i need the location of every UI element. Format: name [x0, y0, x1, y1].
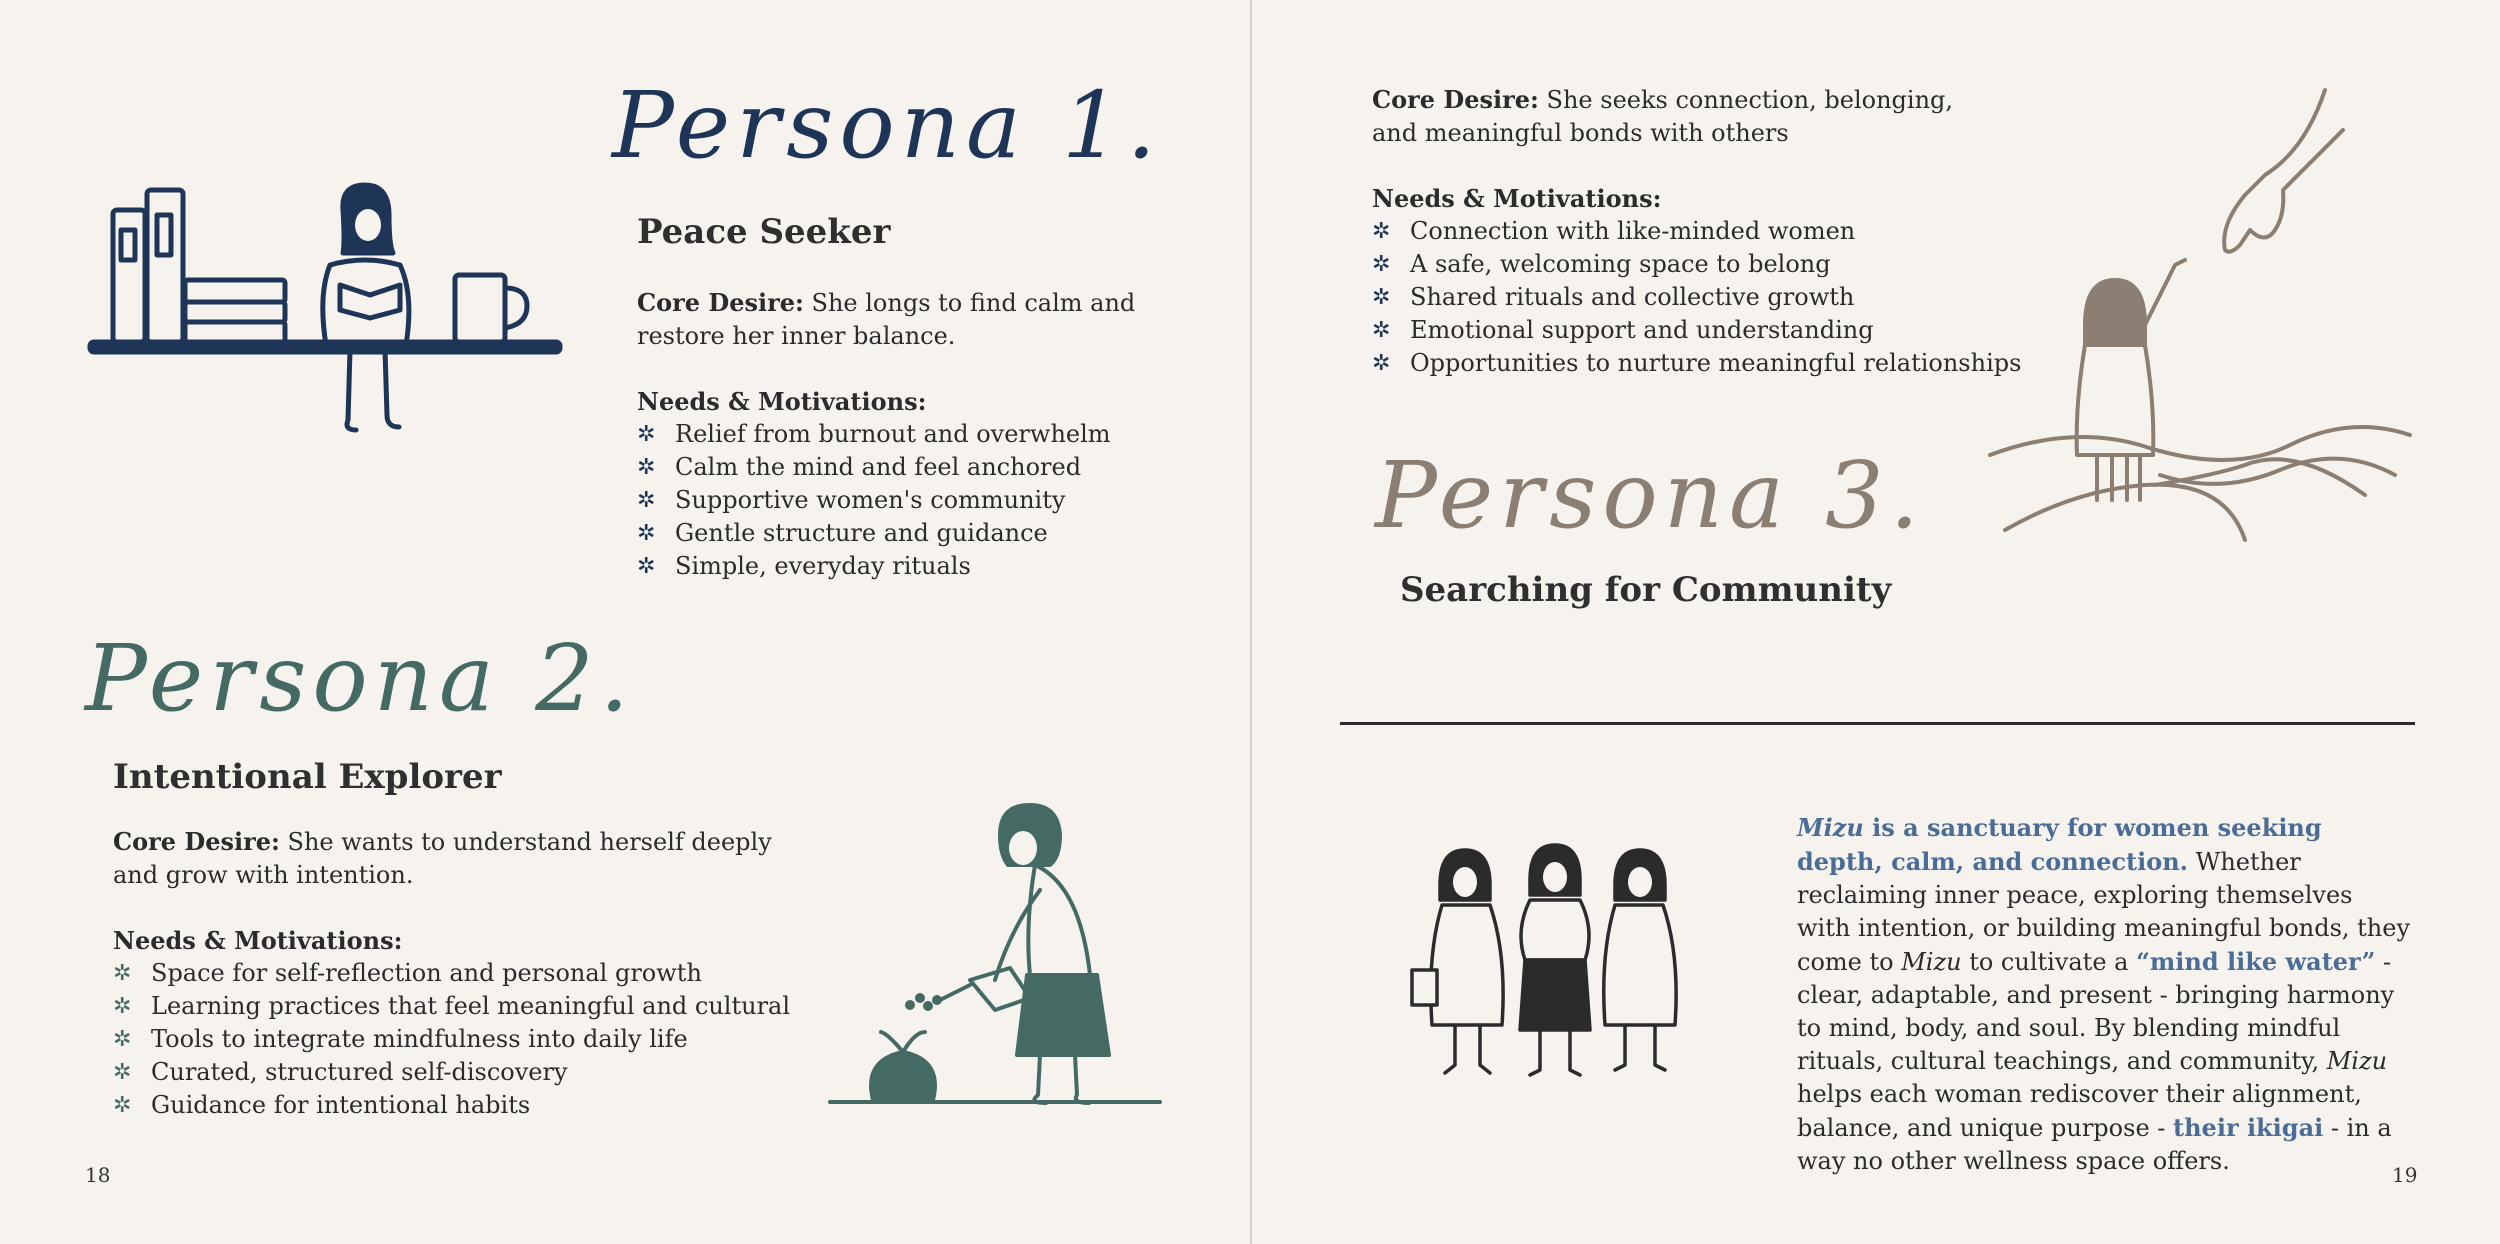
asterisk-icon: ✲ [1372, 351, 1391, 376]
asterisk-icon: ✲ [113, 961, 132, 986]
ikigai-highlight: their ikigai [2173, 1113, 2324, 1142]
persona2-title: Intentional Explorer [113, 757, 502, 797]
page-number-left: 18 [85, 1163, 111, 1187]
list-item: ✲ Shared rituals and collective growth [1372, 281, 2021, 314]
core-desire-label: Core Desire: [637, 288, 804, 317]
brand-name: Mizu [2326, 1047, 2388, 1075]
list-item: ✲ Simple, everyday rituals [637, 550, 1135, 583]
section-divider [1340, 722, 2415, 725]
list-item: ✲ Opportunities to nurture meaningful relationships [1372, 347, 2021, 380]
persona3-needs-list [1372, 215, 2021, 380]
persona1-core-desire [637, 286, 1135, 353]
persona3-script-heading: Persona 3. [1375, 442, 1925, 549]
persona1-needs-label: Needs & Motivations: [637, 387, 927, 416]
brand-name: Mizu [1901, 948, 1962, 976]
core-desire-label: Core Desire: [1372, 85, 1539, 114]
list-item: ✲ Relief from burnout and overwhelm [637, 418, 1135, 451]
list-item: ✲ Connection with like-minded women [1372, 215, 2021, 248]
asterisk-icon: ✲ [637, 521, 656, 546]
persona2-block [113, 757, 790, 1122]
core-desire-text-1: She wants to understand herself deeply [287, 828, 772, 856]
persona1-needs-list [637, 418, 1135, 583]
list-item: ✲ Gentle structure and guidance [637, 517, 1135, 550]
persona1-script-heading: Persona 1. [612, 72, 1162, 179]
list-item: ✲ Calm the mind and feel anchored [637, 451, 1135, 484]
asterisk-icon: ✲ [1372, 318, 1391, 343]
reaching-hands-illustration [1985, 85, 2415, 565]
list-item: ✲ Learning practices that feel meaningful and cultural [113, 990, 790, 1023]
list-item: ✲ Space for self-reflection and personal growth [113, 957, 790, 990]
list-item: ✲ A safe, welcoming space to belong [1372, 248, 2021, 281]
core-desire-text-2: restore her inner balance. [637, 322, 956, 350]
core-desire-text-2: and grow with intention. [113, 861, 414, 889]
list-item: ✲ Guidance for intentional habits [113, 1089, 790, 1122]
persona2-needs-label: Needs & Motivations: [113, 926, 403, 955]
woman-reading-illustration [85, 170, 565, 450]
list-item: ✲ Supportive women's community [637, 484, 1135, 517]
mind-like-water-highlight: “mind like water” [2136, 947, 2376, 976]
persona2-core-desire [113, 825, 790, 892]
core-desire-text-1: She seeks connection, belonging, [1546, 86, 1954, 114]
persona2-needs-list [113, 957, 790, 1122]
mizu-summary-paragraph: Mizu is a sanctuary for women seeking depth, calm, and connection. Whether reclaiming inner peace, exploring themselves with intention, or building meaningful bonds, they come to Mizu to cultivate a “mind like water” - clear, adaptable, and present - bringing harmony to mind, body, and soul. By blending mindful rituals, cultural teachings, and community, Mizu helps each woman rediscover their alignment, balance, and unique purpose - their ikigai - in a way no other wellness space offers. [1797, 813, 2411, 1175]
asterisk-icon: ✲ [1372, 219, 1391, 244]
persona1-block [637, 212, 1135, 583]
asterisk-icon: ✲ [113, 1093, 132, 1118]
core-desire-text-1: She longs to find calm and [811, 289, 1136, 317]
list-item: ✲ Emotional support and understanding [1372, 314, 2021, 347]
asterisk-icon: ✲ [113, 994, 132, 1019]
persona1-title: Peace Seeker [637, 212, 891, 252]
list-item: ✲ Curated, structured self-discovery [113, 1056, 790, 1089]
asterisk-icon: ✲ [637, 422, 656, 447]
list-item: ✲ Tools to integrate mindfulness into daily life [113, 1023, 790, 1056]
page-gutter-divider [1250, 0, 1252, 1244]
persona3-block [1372, 83, 2021, 380]
core-desire-label: Core Desire: [113, 827, 280, 856]
asterisk-icon: ✲ [637, 455, 656, 480]
summary-intro-highlight: is a sanctuary for women seeking depth, calm, and connection. [1797, 813, 2322, 876]
asterisk-icon: ✲ [113, 1027, 132, 1052]
persona3-title: Searching for Community [1400, 570, 1892, 610]
woman-watering-plant-illustration [825, 800, 1170, 1120]
asterisk-icon: ✲ [637, 554, 656, 579]
three-women-illustration [1400, 840, 1700, 1080]
asterisk-icon: ✲ [113, 1060, 132, 1085]
core-desire-text-2: and meaningful bonds with others [1372, 119, 1789, 147]
persona2-script-heading: Persona 2. [85, 625, 635, 732]
persona3-core-desire [1372, 83, 2021, 150]
asterisk-icon: ✲ [637, 488, 656, 513]
asterisk-icon: ✲ [1372, 252, 1391, 277]
page-number-right: 19 [2392, 1163, 2418, 1187]
persona3-needs-label: Needs & Motivations: [1372, 184, 1662, 213]
asterisk-icon: ✲ [1372, 285, 1391, 310]
brand-name: Mizu [1797, 813, 1864, 842]
